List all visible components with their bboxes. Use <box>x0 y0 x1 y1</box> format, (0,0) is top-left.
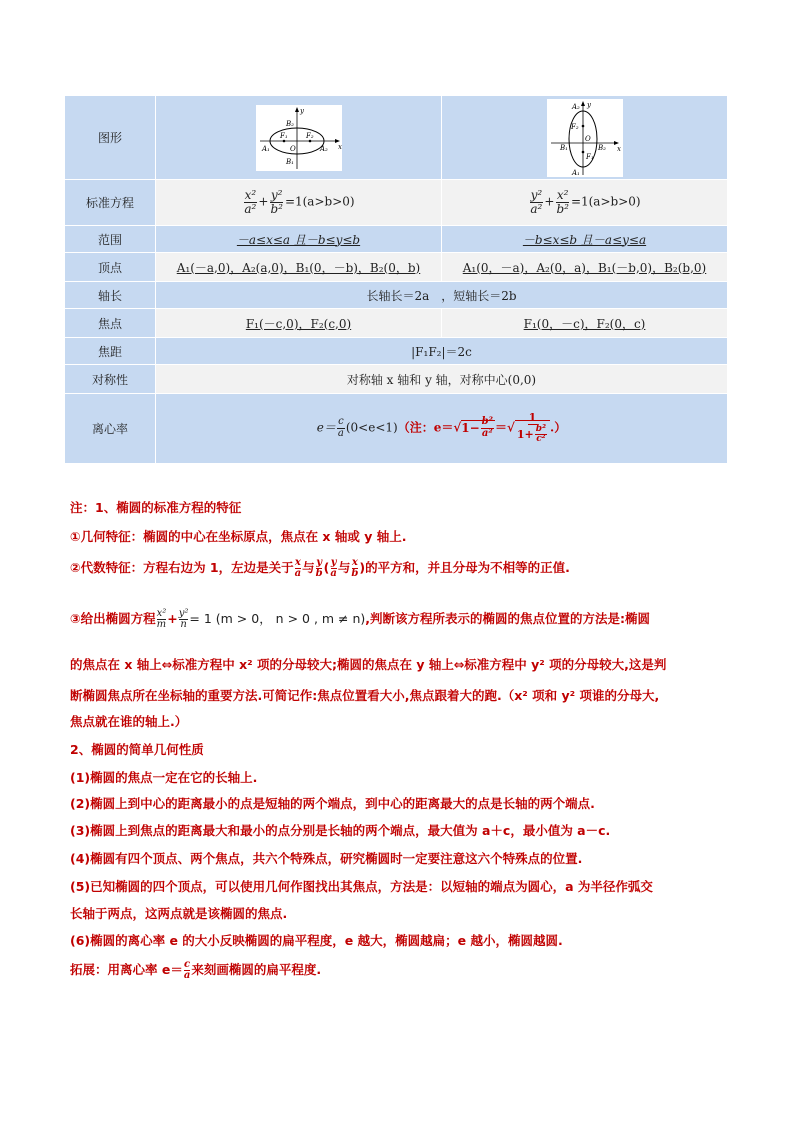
svg-text:B₂: B₂ <box>285 119 294 128</box>
label-focus: 焦点 <box>65 309 156 338</box>
focus-vertical: F₁(0，－c)，F₂(0，c) <box>442 309 728 338</box>
note-1-geometric: ①几何特征：椭圆的中心在坐标原点，焦点在 x 轴或 y 轴上. <box>70 529 407 544</box>
vertex-vertical: A₁(0，－a)，A₂(0，a)，B₁(－b,0)，B₂(b,0) <box>442 253 728 282</box>
property-3: (3)椭圆上到焦点的距离最大和最小的点分别是长轴的两个端点，最大值为 a＋c，最小值为 a－c. <box>70 823 611 838</box>
svg-text:A₂: A₂ <box>319 144 328 153</box>
label-focal-distance: 焦距 <box>65 338 156 365</box>
svg-text:F₁: F₁ <box>279 131 288 140</box>
eccentricity: e＝ $\frac{c}{a}$ (0<e<1)（注：e＝√1− $\frac{\text{b²}}{\text{a²}}$ ＝√ 1 1+ $\frac{\text{b²}}{\text{c²}}$ .） <box>156 394 728 464</box>
row-vertex <box>65 253 728 282</box>
vertical-ellipse-figure <box>547 99 623 177</box>
figure-horizontal <box>156 96 442 180</box>
note-1-algebraic: ②代数特征：方程右边为 1，左边是关于 $\frac{x}{a}$ 与 $\frac{y}{b}$ ( $\frac{y}{a}$ 与 $\frac{x}{b}$ )的平方和，并且分母为不相等的正值. <box>70 557 570 579</box>
property-1: (1)椭圆的焦点一定在它的长轴上. <box>70 770 258 785</box>
label-axis: 轴长 <box>65 282 156 309</box>
svg-text:F₁: F₁ <box>585 152 594 161</box>
focal-distance: |F₁F₂|＝2c <box>156 338 728 365</box>
row-figure <box>65 96 728 180</box>
focus-horizontal: F₁(－c,0)，F₂(c,0) <box>156 309 442 338</box>
figure-vertical <box>442 96 728 180</box>
svg-text:A₁: A₁ <box>261 144 270 153</box>
svg-text:F₂: F₂ <box>305 131 314 140</box>
range-vertical: －b≤x≤b 且－a≤y≤a <box>442 226 728 253</box>
property-6: (6)椭圆的离心率 e 的大小反映椭圆的扁平程度，e 越大，椭圆越扁；e 越小，椭圆越圆. <box>70 933 563 948</box>
row-eccentricity <box>65 394 728 464</box>
label-symmetry: 对称性 <box>65 365 156 394</box>
horizontal-ellipse-figure <box>256 105 342 171</box>
equation-vertical: $\frac{\text{y²}}{\text{a²}}$ + $\frac{\text{x²}}{\text{b²}}$ =1(a>b>0) <box>442 180 728 226</box>
symmetry: 对称轴 x 轴和 y 轴，对称中心(0,0) <box>156 365 728 394</box>
note-1-method-line3: 断椭圆焦点所在坐标轴的重要方法.可简记作:焦点位置看大小,焦点跟着大的跑.（x² 项和 y² 项谁的分母大, <box>70 688 660 703</box>
row-equation <box>65 180 728 226</box>
eq-v-rhs: =1(a>b>0) <box>570 195 641 209</box>
row-symmetry <box>65 365 728 394</box>
property-5-line1: (5)已知椭圆的四个顶点，可以使用几何作图找出其焦点，方法是：以短轴的端点为圆心，a 为半径作弧交 <box>70 879 653 894</box>
property-4: (4)椭圆有四个顶点、两个焦点，共六个特殊点，研究椭圆时一定要注意这六个特殊点的位置. <box>70 851 583 866</box>
note-2-title: 2、椭圆的简单几何性质 <box>70 742 204 757</box>
note-1-title: 注：1、椭圆的标准方程的特征 <box>70 500 242 515</box>
row-focal-distance <box>65 338 728 365</box>
property-5-line2: 长轴于两点，这两点就是该椭圆的焦点. <box>70 906 288 921</box>
range-horizontal: －a≤x≤a 且－b≤y≤b <box>156 226 442 253</box>
eq-h-rhs: =1(a>b>0) <box>284 195 355 209</box>
axis-length: 长轴长＝2a ，短轴长＝2b <box>156 282 728 309</box>
svg-text:y: y <box>299 106 304 115</box>
label-vertex: 顶点 <box>65 253 156 282</box>
note-1-method: ③给出椭圆方程 $\frac{\text{x²}}{m}$ + $\frac{\text{y²}}{n}$ = 1 (m > 0， n > 0 , m ≠ n),判断该方程所表示的椭圆的焦点位置的方法是:椭圆 <box>70 608 651 630</box>
svg-text:y: y <box>586 100 591 109</box>
note-1-method-line2: 的焦点在 x 轴上⇔标准方程中 x² 项的分母较大;椭圆的焦点在 y 轴上⇔标准方程中 y² 项的分母较大,这是判 <box>70 657 667 672</box>
note-1-method-line4: 焦点就在谁的轴上.） <box>70 714 188 729</box>
svg-text:B₁: B₁ <box>285 157 294 166</box>
label-eccentricity: 离心率 <box>65 394 156 464</box>
svg-text:F₂: F₂ <box>570 122 579 131</box>
property-2: (2)椭圆上到中心的距离最小的点是短轴的两个端点，到中心的距离最大的点是长轴的两个端点. <box>70 796 595 811</box>
vertex-horizontal: A₁(－a,0)，A₂(a,0)，B₁(0，－b)，B₂(0，b) <box>156 253 442 282</box>
svg-text:B₁: B₁ <box>559 143 568 152</box>
svg-text:x: x <box>616 144 621 153</box>
row-range <box>65 226 728 253</box>
label-range: 范围 <box>65 226 156 253</box>
svg-text:O: O <box>584 134 591 143</box>
svg-text:A₂: A₂ <box>571 102 580 111</box>
svg-text:A₁: A₁ <box>571 168 580 177</box>
svg-text:B₂: B₂ <box>597 143 606 152</box>
extension: 拓展：用离心率 e＝ $\frac{c}{a}$ 来刻画椭圆的扁平程度. <box>70 959 322 981</box>
equation-horizontal: $\frac{\text{x²}}{\text{a²}}$ + $\frac{\text{y²}}{\text{b²}}$ =1(a>b>0) <box>156 180 442 226</box>
row-axis <box>65 282 728 309</box>
label-figure: 图形 <box>65 96 156 180</box>
svg-text:x: x <box>337 142 342 151</box>
svg-text:O: O <box>289 144 296 153</box>
row-focus <box>65 309 728 338</box>
ellipse-properties-table <box>64 95 728 464</box>
label-equation: 标准方程 <box>65 180 156 226</box>
